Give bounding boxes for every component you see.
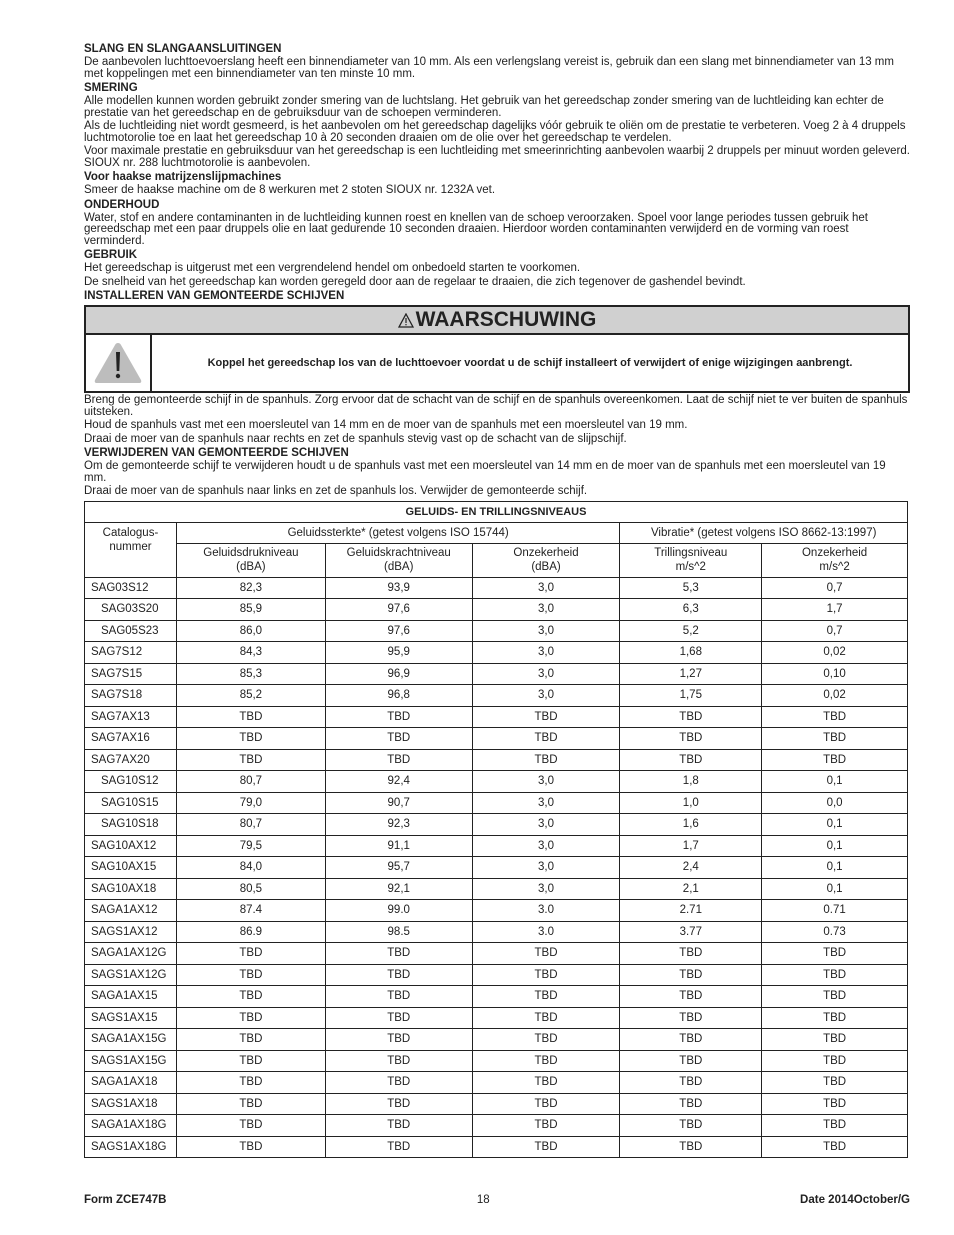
value-cell: TBD: [472, 1093, 620, 1115]
value-cell: TBD: [762, 1072, 908, 1094]
value-cell: TBD: [472, 1115, 620, 1137]
value-cell: 5,3: [620, 577, 762, 599]
value-cell: TBD: [176, 986, 325, 1008]
value-cell: 1,0: [620, 792, 762, 814]
value-cell: TBD: [472, 986, 620, 1008]
value-cell: 0,1: [762, 835, 908, 857]
value-cell: 96,9: [325, 663, 472, 685]
value-cell: TBD: [620, 986, 762, 1008]
value-cell: TBD: [472, 728, 620, 750]
column-header-sound-uncertainty: Onzekerheid (dBA): [472, 543, 620, 577]
value-cell: TBD: [620, 706, 762, 728]
table-row: [85, 706, 908, 728]
paragraph: Om de gemonteerde schijf te verwijderen houdt u de spanhuls vast met een moersleutel van 14 mm en de moer van de spanhuls met een moersleutel van 19 mm.: [84, 460, 886, 484]
section-heading-installeren: INSTALLEREN VAN GEMONTEERDE SCHIJVEN: [84, 290, 345, 302]
value-cell: 84,3: [176, 642, 325, 664]
catalog-number-cell: SAGA1AX15: [85, 986, 177, 1008]
table-row: [85, 964, 908, 986]
column-header-sound-pressure: Geluidsdrukniveau (dBA): [176, 543, 325, 577]
value-cell: 85,9: [176, 599, 325, 621]
table-row: [85, 943, 908, 965]
value-cell: 1,7: [620, 835, 762, 857]
value-cell: 0,1: [762, 771, 908, 793]
value-cell: TBD: [176, 1093, 325, 1115]
value-cell: TBD: [620, 1115, 762, 1137]
value-cell: 0,1: [762, 857, 908, 879]
column-group-sound: Geluidssterkte* (getest volgens ISO 15744): [176, 522, 619, 543]
table-row: [85, 728, 908, 750]
value-cell: 87.4: [176, 900, 325, 922]
value-cell: 0.73: [762, 921, 908, 943]
table-row: [85, 900, 908, 922]
value-cell: TBD: [472, 1136, 620, 1158]
table-row: [85, 577, 908, 599]
paragraph: Draai de moer van de spanhuls naar links en zet de spanhuls los. Verwijder de gemonteerde schijf.: [84, 485, 588, 497]
value-cell: TBD: [472, 1050, 620, 1072]
value-cell: 3,0: [472, 599, 620, 621]
catalog-number-cell: SAGA1AX12: [85, 900, 177, 922]
value-cell: TBD: [620, 1050, 762, 1072]
paragraph: De snelheid van het gereedschap kan worden geregeld door aan de regelaar te draaien, die zich tegenover de gashendel bevindt.: [84, 275, 746, 288]
catalog-number-cell: SAG03S12: [85, 577, 177, 599]
value-cell: 2.71: [620, 900, 762, 922]
value-cell: TBD: [325, 1136, 472, 1158]
section-heading-verwijderen: VERWIJDEREN VAN GEMONTEERDE SCHIJVEN: [84, 447, 349, 459]
value-cell: 3.77: [620, 921, 762, 943]
catalog-number-cell: SAGS1AX18: [85, 1093, 177, 1115]
value-cell: 3,0: [472, 857, 620, 879]
table-row: [85, 620, 908, 642]
value-cell: TBD: [325, 1029, 472, 1051]
value-cell: 85,2: [176, 685, 325, 707]
value-cell: 0.71: [762, 900, 908, 922]
column-header-vibration-uncertainty: Onzekerheid m/s^2: [762, 543, 908, 577]
value-cell: TBD: [176, 964, 325, 986]
table-row: [85, 599, 908, 621]
catalog-number-cell: SAGS1AX12G: [85, 964, 177, 986]
table-row: [85, 986, 908, 1008]
value-cell: 1,6: [620, 814, 762, 836]
value-cell: TBD: [176, 1007, 325, 1029]
table-body: [85, 577, 908, 1158]
value-cell: TBD: [620, 1136, 762, 1158]
value-cell: TBD: [762, 1050, 908, 1072]
value-cell: 3,0: [472, 771, 620, 793]
exclamation-triangle-icon: [92, 340, 144, 386]
value-cell: 86,0: [176, 620, 325, 642]
value-cell: 84,0: [176, 857, 325, 879]
paragraph: Alle modellen kunnen worden gebruikt zonder smering van de luchtslang. Het gebruik van het gereedschap zonder smering van de luchtleiding kan echter de prestatie van het gereedschap en de gebruiksduur van de schoepen verminderen.: [84, 95, 884, 119]
warning-title: WAARSCHUWING: [415, 308, 597, 331]
value-cell: TBD: [762, 749, 908, 771]
value-cell: TBD: [620, 964, 762, 986]
value-cell: 82,3: [176, 577, 325, 599]
value-cell: TBD: [325, 706, 472, 728]
paragraph: Smeer de haakse machine om de 8 werkuren met 2 stoten SIOUX nr. 1232A vet.: [84, 184, 496, 196]
value-cell: 2,4: [620, 857, 762, 879]
warning-box: [84, 305, 910, 393]
value-cell: TBD: [176, 728, 325, 750]
table-row: [85, 685, 908, 707]
value-cell: TBD: [325, 964, 472, 986]
value-cell: TBD: [325, 749, 472, 771]
value-cell: TBD: [472, 706, 620, 728]
value-cell: TBD: [762, 1029, 908, 1051]
value-cell: TBD: [176, 1115, 325, 1137]
warning-triangle-icon: [398, 313, 414, 328]
catalog-number-cell: SAG7AX20: [85, 749, 177, 771]
warning-text: Koppel het gereedschap los van de luchttoevoer voordat u de schijf installeert of verwijdert of enige wijzigingen aanbrengt.: [207, 357, 853, 369]
value-cell: TBD: [762, 964, 908, 986]
table-row: [85, 749, 908, 771]
value-cell: 79,5: [176, 835, 325, 857]
value-cell: 2,1: [620, 878, 762, 900]
catalog-number-cell: SAGS1AX15G: [85, 1050, 177, 1072]
catalog-number-cell: SAG10S18: [85, 814, 177, 836]
value-cell: TBD: [762, 1007, 908, 1029]
value-cell: TBD: [176, 706, 325, 728]
section-heading-gebruik: GEBRUIK: [84, 249, 138, 261]
value-cell: 95,7: [325, 857, 472, 879]
value-cell: TBD: [176, 1136, 325, 1158]
value-cell: TBD: [325, 1072, 472, 1094]
value-cell: TBD: [762, 1093, 908, 1115]
value-cell: TBD: [472, 749, 620, 771]
catalog-number-cell: SAG7AX13: [85, 706, 177, 728]
table-row: [85, 857, 908, 879]
paragraph: Het gereedschap is uitgerust met een vergrendelend hendel om onbedoeld starten te voorkomen.: [84, 262, 581, 274]
table-row: [85, 1007, 908, 1029]
value-cell: TBD: [472, 1007, 620, 1029]
table-row: [85, 1029, 908, 1051]
value-cell: 3,0: [472, 620, 620, 642]
value-cell: 5,2: [620, 620, 762, 642]
value-cell: TBD: [325, 1093, 472, 1115]
table-row: [85, 771, 908, 793]
value-cell: TBD: [176, 1050, 325, 1072]
paragraph: Water, stof en andere contaminanten in de luchtleiding kunnen roest en knellen van de schoep veroorzaken. Spoel voor lange periodes tussen gebruik het gereedschap met een paar druppels olie en laat gedurende 10 seconden draaien. Hierdoor worden contaminanten verwijderd en de vorming van roest verminderd.: [84, 211, 868, 247]
paragraph: Breng de gemonteerde schijf in de spanhuls. Zorg ervoor dat de schacht van de schijf en de spanhuls overeenkomen. Laat de schijf niet te ver buiten de spanhuls uitsteken.: [84, 394, 908, 418]
warning-header: [86, 307, 908, 335]
catalog-number-cell: SAG10AX15: [85, 857, 177, 879]
table-row: [85, 1115, 908, 1137]
catalog-number-cell: SAGA1AX12G: [85, 943, 177, 965]
warning-icon-cell: [86, 335, 152, 391]
value-cell: 0,10: [762, 663, 908, 685]
document-page: [84, 42, 910, 1158]
value-cell: 80,5: [176, 878, 325, 900]
value-cell: TBD: [762, 728, 908, 750]
value-cell: 80,7: [176, 771, 325, 793]
catalog-number-cell: SAG10AX12: [85, 835, 177, 857]
catalog-number-cell: SAG7S18: [85, 685, 177, 707]
value-cell: TBD: [472, 964, 620, 986]
value-cell: 0,0: [762, 792, 908, 814]
catalog-number-cell: SAGS1AX15: [85, 1007, 177, 1029]
section-heading-smering: SMERING: [84, 82, 138, 94]
value-cell: TBD: [176, 1029, 325, 1051]
catalog-number-cell: SAG05S23: [85, 620, 177, 642]
value-cell: 79,0: [176, 792, 325, 814]
value-cell: TBD: [325, 728, 472, 750]
value-cell: 99.0: [325, 900, 472, 922]
table-row: [85, 1136, 908, 1158]
value-cell: 3,0: [472, 814, 620, 836]
value-cell: 95,9: [325, 642, 472, 664]
paragraph: Houd de spanhuls vast met een moersleutel van 14 mm en de moer van de spanhuls met een moersleutel van 19 mm.: [84, 419, 688, 431]
value-cell: 98.5: [325, 921, 472, 943]
value-cell: TBD: [762, 1136, 908, 1158]
value-cell: TBD: [472, 1029, 620, 1051]
section-heading-onderhoud: ONDERHOUD: [84, 198, 160, 211]
table-row: [85, 642, 908, 664]
value-cell: TBD: [325, 1007, 472, 1029]
value-cell: TBD: [325, 943, 472, 965]
table-title: GELUIDS- EN TRILLINGSNIVEAUS: [85, 501, 908, 522]
value-cell: 1,27: [620, 663, 762, 685]
column-header-vibration-level: Trillingsniveau m/s^2: [620, 543, 762, 577]
table-row: [85, 663, 908, 685]
value-cell: 93,9: [325, 577, 472, 599]
value-cell: TBD: [325, 1115, 472, 1137]
catalog-number-cell: SAGA1AX18: [85, 1072, 177, 1094]
value-cell: TBD: [325, 986, 472, 1008]
value-cell: TBD: [325, 1050, 472, 1072]
value-cell: 0,7: [762, 577, 908, 599]
value-cell: TBD: [176, 943, 325, 965]
form-number: Form ZCE747B: [84, 1194, 167, 1206]
catalog-number-cell: SAG10S15: [85, 792, 177, 814]
value-cell: 92,1: [325, 878, 472, 900]
value-cell: 3,0: [472, 577, 620, 599]
value-cell: 97,6: [325, 599, 472, 621]
noise-vibration-table: [84, 501, 908, 1159]
value-cell: 0,1: [762, 878, 908, 900]
value-cell: 0,1: [762, 814, 908, 836]
value-cell: 92,3: [325, 814, 472, 836]
paragraph: Voor maximale prestatie en gebruiksduur van het gereedschap is een luchtleiding met smeerinrichting aanbevolen waarbij 2 druppels per minuut worden geleverd. SIOUX nr. 288 luchtmotorolie is aanbevolen.: [84, 145, 910, 169]
value-cell: 1,7: [762, 599, 908, 621]
catalog-number-cell: SAG10AX18: [85, 878, 177, 900]
value-cell: 1,68: [620, 642, 762, 664]
value-cell: 86.9: [176, 921, 325, 943]
value-cell: 3,0: [472, 663, 620, 685]
page-number: 18: [476, 1194, 490, 1206]
value-cell: 3,0: [472, 835, 620, 857]
value-cell: 0,02: [762, 685, 908, 707]
value-cell: TBD: [176, 749, 325, 771]
value-cell: 1,75: [620, 685, 762, 707]
value-cell: TBD: [472, 943, 620, 965]
column-header-sound-power: Geluidskrachtniveau (dBA): [325, 543, 472, 577]
table-row: [85, 835, 908, 857]
catalog-number-cell: SAGS1AX18G: [85, 1136, 177, 1158]
value-cell: TBD: [620, 728, 762, 750]
value-cell: TBD: [762, 943, 908, 965]
table-row: [85, 792, 908, 814]
value-cell: 91,1: [325, 835, 472, 857]
catalog-number-cell: SAG7S12: [85, 642, 177, 664]
value-cell: TBD: [620, 943, 762, 965]
value-cell: 90,7: [325, 792, 472, 814]
value-cell: 80,7: [176, 814, 325, 836]
value-cell: TBD: [620, 1093, 762, 1115]
page-footer: [84, 1194, 910, 1206]
value-cell: 85,3: [176, 663, 325, 685]
paragraph: Draai de moer van de spanhuls naar rechts en zet de spanhuls stevig vast op de schacht van de slijpschijf.: [84, 432, 627, 445]
table-row: [85, 1050, 908, 1072]
column-header-catalog: Catalogus- nummer: [85, 522, 177, 577]
catalog-number-cell: SAGA1AX15G: [85, 1029, 177, 1051]
column-group-vibration: Vibratie* (getest volgens ISO 8662-13:1997): [620, 522, 908, 543]
paragraph: Als de luchtleiding niet wordt gesmeerd, is het aanbevolen om het gereedschap dagelijks vóór gebruik te oliën om de prestatie te verbeteren. Voeg 2 à 4 druppels luchtmotorolie toe en laat het gereedschap 10 à 20 seconden draaien om de olie over het gereedschap te verdelen.: [84, 120, 906, 144]
value-cell: TBD: [620, 1072, 762, 1094]
table-row: [85, 878, 908, 900]
value-cell: 3.0: [472, 900, 620, 922]
catalog-number-cell: SAGA1AX18G: [85, 1115, 177, 1137]
catalog-number-cell: SAG03S20: [85, 599, 177, 621]
value-cell: 1,8: [620, 771, 762, 793]
value-cell: 3,0: [472, 878, 620, 900]
value-cell: 0,7: [762, 620, 908, 642]
value-cell: TBD: [620, 1029, 762, 1051]
value-cell: TBD: [620, 1007, 762, 1029]
table-row: [85, 1072, 908, 1094]
value-cell: 0,02: [762, 642, 908, 664]
value-cell: 3.0: [472, 921, 620, 943]
catalog-number-cell: SAG7AX16: [85, 728, 177, 750]
value-cell: 3,0: [472, 685, 620, 707]
section-heading-haakse: Voor haakse matrijzenslijpmachines: [84, 171, 282, 183]
value-cell: 3,0: [472, 642, 620, 664]
catalog-number-cell: SAG10S12: [85, 771, 177, 793]
catalog-number-cell: SAGS1AX12: [85, 921, 177, 943]
document-date: Date 2014October/G: [800, 1194, 910, 1206]
value-cell: 97,6: [325, 620, 472, 642]
value-cell: TBD: [472, 1072, 620, 1094]
table-row: [85, 921, 908, 943]
value-cell: 96,8: [325, 685, 472, 707]
section-heading-slang: SLANG EN SLANGAANSLUITINGEN: [84, 43, 282, 55]
catalog-number-cell: SAG7S15: [85, 663, 177, 685]
value-cell: TBD: [762, 1115, 908, 1137]
paragraph: De aanbevolen luchttoevoerslang heeft een binnendiameter van 10 mm. Als een verlengslang vereist is, gebruik dan een slang met binnendiameter van 13 mm met koppelingen met een binnendiameter van ten minste 10 mm.: [84, 56, 894, 80]
value-cell: 3,0: [472, 792, 620, 814]
value-cell: TBD: [176, 1072, 325, 1094]
value-cell: TBD: [762, 986, 908, 1008]
value-cell: TBD: [762, 706, 908, 728]
value-cell: 6,3: [620, 599, 762, 621]
table-row: [85, 1093, 908, 1115]
value-cell: 92,4: [325, 771, 472, 793]
table-row: [85, 814, 908, 836]
value-cell: TBD: [620, 749, 762, 771]
